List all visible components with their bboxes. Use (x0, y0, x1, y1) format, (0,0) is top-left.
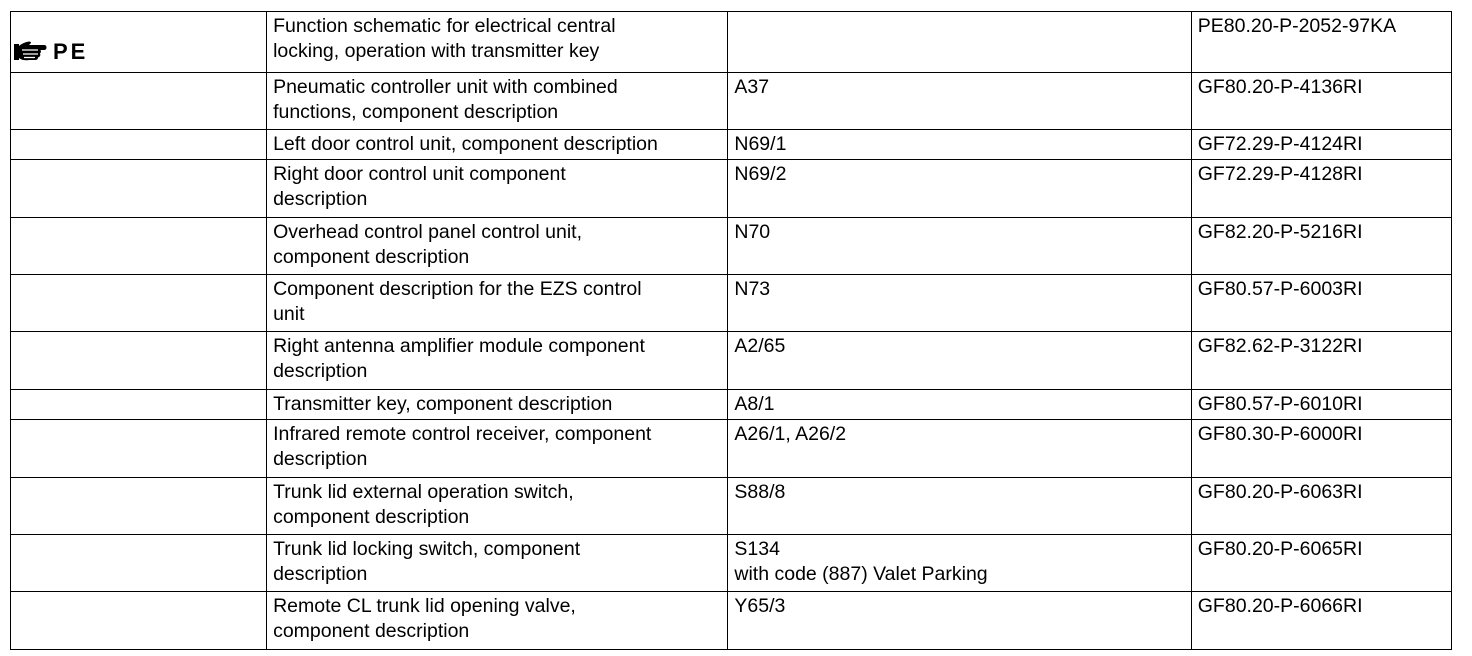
description-cell: Overhead control panel control unit, component description (267, 217, 728, 274)
marker-cell (11, 419, 267, 477)
description-cell: Component description for the EZS control unit (267, 274, 728, 331)
marker-cell (11, 217, 267, 274)
description-cell: Trunk lid external operation switch, component description (267, 477, 728, 534)
marker-label: PE (53, 39, 89, 64)
marker-cell (11, 129, 267, 159)
table-row (11, 12, 1452, 73)
table-row (11, 477, 1452, 534)
reference-cell: GF80.20-P-4136RI (1191, 72, 1451, 129)
reference-cell: GF72.29-P-4124RI (1191, 129, 1451, 159)
code-cell: N73 (728, 274, 1191, 331)
pe-marker (13, 39, 88, 64)
code-cell: A26/1, A26/2 (728, 419, 1191, 477)
reference-cell: PE80.20-P-2052-97KA (1191, 12, 1451, 73)
marker-cell (11, 274, 267, 331)
code-cell: S88/8 (728, 477, 1191, 534)
description-cell: Infrared remote control receiver, component description (267, 419, 728, 477)
code-cell: A8/1 (728, 389, 1191, 419)
reference-cell: GF80.20-P-6066RI (1191, 591, 1451, 649)
marker-cell (11, 331, 267, 389)
table-row (11, 591, 1452, 649)
table-row (11, 419, 1452, 477)
marker-cell (11, 591, 267, 649)
table-row (11, 389, 1452, 419)
description-cell: Pneumatic controller unit with combined functions, component description (267, 72, 728, 129)
reference-cell: GF82.20-P-5216RI (1191, 217, 1451, 274)
description-cell: Right door control unit component description (267, 159, 728, 217)
marker-cell (11, 477, 267, 534)
marker-cell (11, 389, 267, 419)
reference-cell: GF80.20-P-6065RI (1191, 534, 1451, 591)
description-cell: Trunk lid locking switch, component description (267, 534, 728, 591)
reference-cell: GF72.29-P-4128RI (1191, 159, 1451, 217)
reference-table (10, 11, 1452, 650)
code-cell: S134 with code (887) Valet Parking (728, 534, 1191, 591)
code-cell: A2/65 (728, 331, 1191, 389)
description-cell: Right antenna amplifier module component description (267, 331, 728, 389)
table-row (11, 129, 1452, 159)
reference-cell: GF80.57-P-6010RI (1191, 389, 1451, 419)
table-row (11, 72, 1452, 129)
reference-cell: GF80.30-P-6000RI (1191, 419, 1451, 477)
marker-cell (11, 159, 267, 217)
marker-cell (11, 12, 267, 73)
code-cell: N69/1 (728, 129, 1191, 159)
reference-cell: GF82.62-P-3122RI (1191, 331, 1451, 389)
code-cell (728, 12, 1191, 73)
pointing-hand-icon (13, 41, 47, 63)
table-row (11, 534, 1452, 591)
description-cell: Function schematic for electrical central locking, operation with transmitter key (267, 12, 728, 73)
reference-table-body (11, 12, 1452, 650)
table-row (11, 274, 1452, 331)
description-cell: Transmitter key, component description (267, 389, 728, 419)
description-cell: Left door control unit, component description (267, 129, 728, 159)
description-cell: Remote CL trunk lid opening valve, component description (267, 591, 728, 649)
table-row (11, 159, 1452, 217)
code-cell: A37 (728, 72, 1191, 129)
table-row (11, 331, 1452, 389)
reference-cell: GF80.57-P-6003RI (1191, 274, 1451, 331)
marker-cell (11, 72, 267, 129)
code-cell: N70 (728, 217, 1191, 274)
reference-cell: GF80.20-P-6063RI (1191, 477, 1451, 534)
marker-cell (11, 534, 267, 591)
table-row (11, 217, 1452, 274)
code-cell: Y65/3 (728, 591, 1191, 649)
code-cell: N69/2 (728, 159, 1191, 217)
